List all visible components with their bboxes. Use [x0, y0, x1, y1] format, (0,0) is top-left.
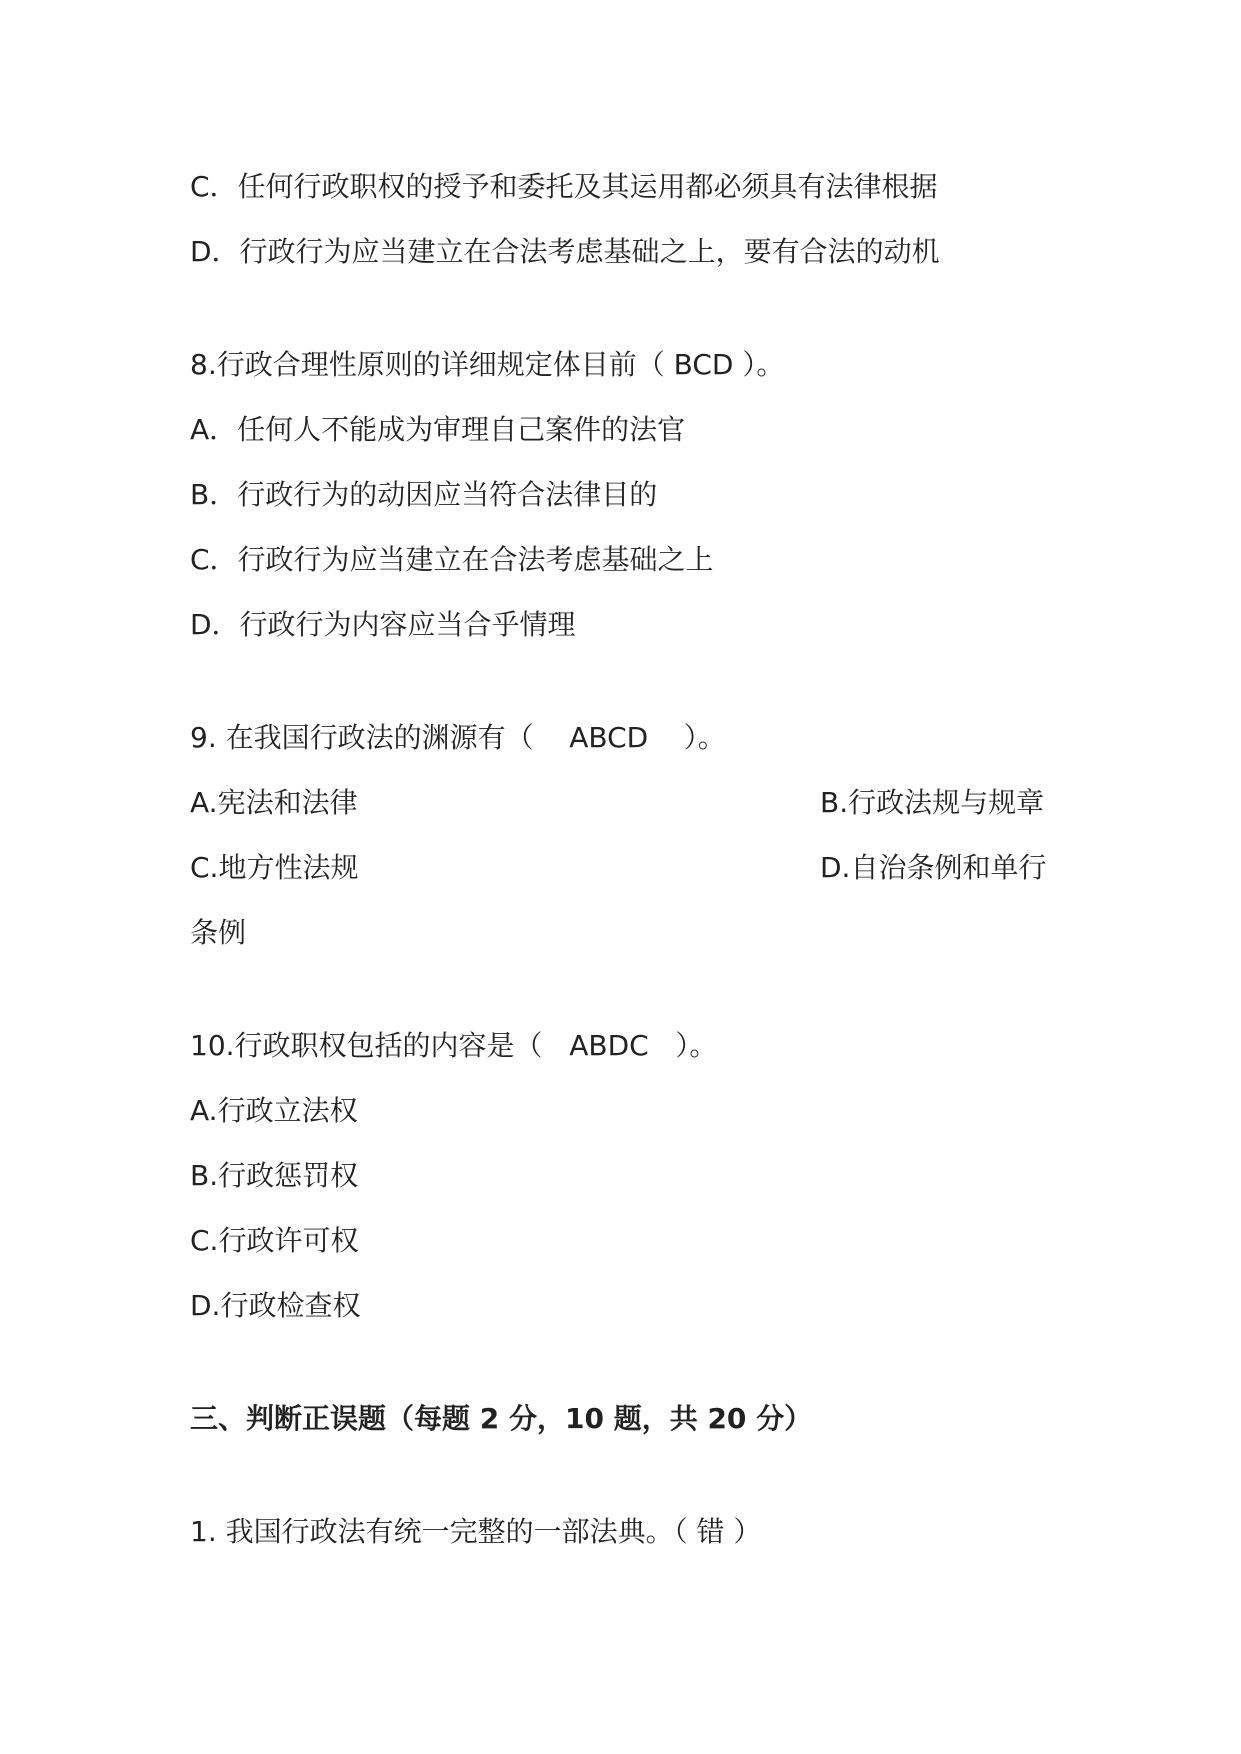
q9-option-d: D.自治条例和单行	[820, 851, 1047, 884]
q8-option-d: D．行政行为内容应当合乎情理	[190, 608, 576, 641]
q9-question: 9. 在我国行政法的渊源有（ ABCD ）。	[190, 721, 726, 754]
q8-option-a: A．任何人不能成为审理自己案件的法官	[190, 413, 686, 446]
q8-question: 8.行政合理性原则的详细规定体目前（ BCD ）。	[190, 348, 785, 381]
q7-option-d: D．行政行为应当建立在合法考虑基础之上，要有合法的动机	[190, 235, 940, 268]
q8-option-b: B．行政行为的动因应当符合法律目的	[190, 478, 658, 511]
q9-option-a: A.宪法和法律	[190, 786, 358, 819]
q8-option-c: C．行政行为应当建立在合法考虑基础之上	[190, 543, 714, 576]
q10-question: 10.行政职权包括的内容是（ ABDC ）。	[190, 1029, 718, 1062]
section-3-q1: 1. 我国行政法有统一完整的一部法典。（ 错 ）	[190, 1515, 762, 1548]
section-3-heading: 三、判断正误题（每题 2 分，10 题，共 20 分）	[190, 1402, 813, 1435]
q9-option-c: C.地方性法规	[190, 851, 359, 884]
q10-option-c: C.行政许可权	[190, 1224, 359, 1257]
q7-option-c: C．任何行政职权的授予和委托及其运用都必须具有法律根据	[190, 170, 938, 203]
q10-option-a: A.行政立法权	[190, 1094, 358, 1127]
q10-option-d: D.行政检查权	[190, 1289, 361, 1322]
q10-option-b: B.行政惩罚权	[190, 1159, 359, 1192]
q9-option-b: B.行政法规与规章	[820, 786, 1045, 819]
q9-option-d-continued: 条例	[190, 916, 247, 949]
